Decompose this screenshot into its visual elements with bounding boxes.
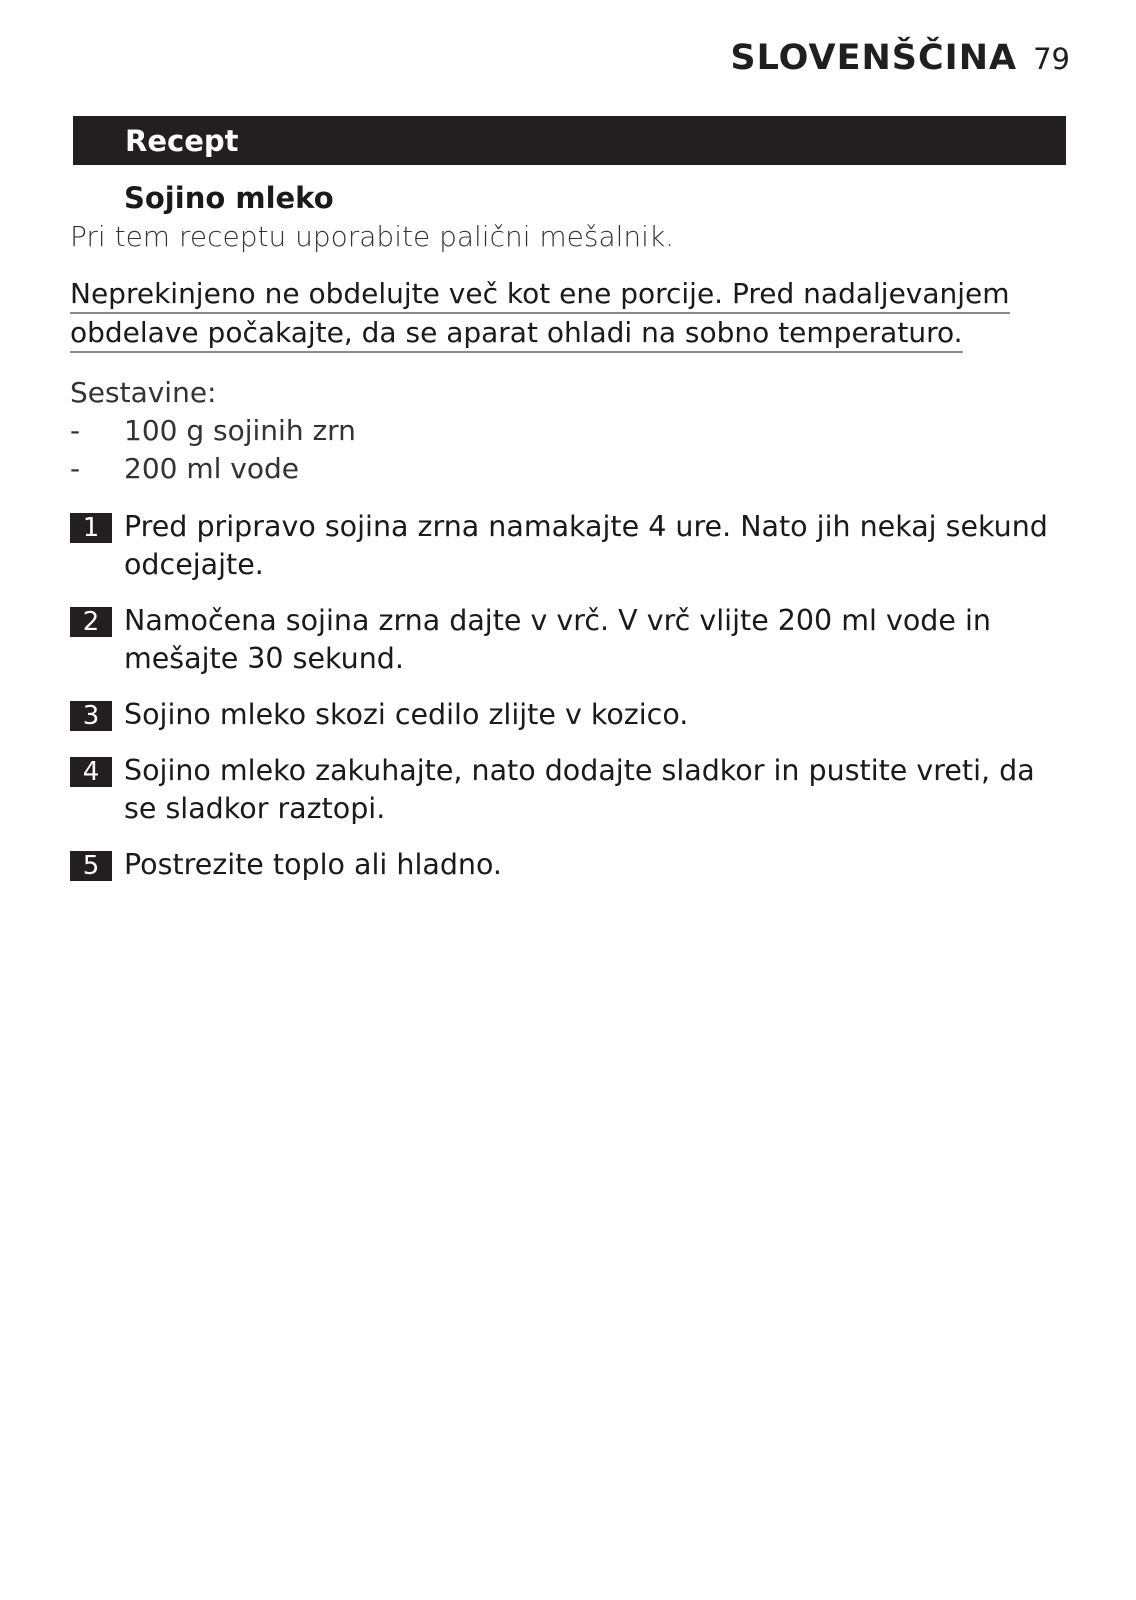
ingredient-item	[70, 412, 1070, 450]
page-number: 79	[1033, 42, 1070, 76]
step-text: Sojino mleko zakuhajte, nato dodajte sladkor in pustite vreti, da se sladkor raztopi.	[124, 754, 1035, 825]
recipe-content	[70, 178, 1070, 902]
warning-note	[70, 274, 1010, 352]
ingredient-item	[70, 450, 1070, 488]
step-text: Namočena sojina zrna dajte v vrč. V vrč vlijte 200 ml vode in mešajte 30 sekund.	[124, 604, 991, 675]
list-dash: -	[70, 414, 81, 447]
step-number-badge: 5	[70, 851, 112, 881]
steps-list	[70, 508, 1070, 884]
step-item	[70, 752, 1070, 828]
step-number-badge: 3	[70, 701, 112, 731]
ingredient-text: 100 g sojinih zrn	[124, 414, 356, 447]
ingredients-title: Sestavine:	[70, 376, 217, 409]
step-number-badge: 2	[70, 607, 112, 637]
warning-text: Neprekinjeno ne obdelujte več kot ene porcije. Pred nadaljevanjem obdelave počakajte, da se aparat ohladi na sobno temperaturo.	[70, 277, 1010, 353]
step-item	[70, 696, 1070, 734]
step-number-badge: 1	[70, 513, 112, 543]
page-header	[730, 38, 1070, 78]
recipe-intro: Pri tem receptu uporabite palični mešalnik.	[70, 220, 675, 253]
section-title: Recept	[125, 124, 239, 158]
step-text: Postrezite toplo ali hladno.	[124, 848, 502, 881]
recipe-title: Sojino mleko	[124, 181, 334, 215]
ingredients-list	[70, 412, 1070, 488]
step-text: Sojino mleko skozi cedilo zlijte v kozico.	[124, 698, 689, 731]
step-item	[70, 508, 1070, 584]
step-item	[70, 846, 1070, 884]
ingredient-text: 200 ml vode	[124, 452, 299, 485]
step-number-badge: 4	[70, 757, 112, 787]
step-text: Pred pripravo sojina zrna namakajte 4 ure. Nato jih nekaj sekund odcejajte.	[124, 510, 1048, 581]
section-header-bar	[73, 116, 1066, 165]
step-item	[70, 602, 1070, 678]
language-heading: SLOVENŠČINA	[730, 38, 1018, 78]
list-dash: -	[70, 452, 81, 485]
